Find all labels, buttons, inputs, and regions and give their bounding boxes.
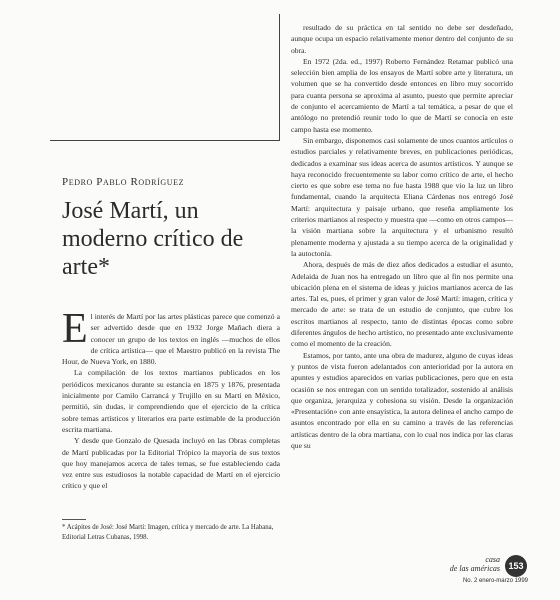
paragraph-text: l interés de Martí por las artes plásticas parece que comenzó a ser advertido desde que en 1932 Jorge Mañach diera a conocer un grupo de los textos en inglés —muchos de ellos de crítica artística— que el Maestro publicó en la revista The Hour, de Nueva York, en 1880. [62,312,280,367]
right-column [291,22,513,451]
logo-line2: de las américas [449,564,500,573]
paragraph [62,306,280,367]
horizontal-rule [50,140,280,141]
page-number-badge: 153 [505,555,527,577]
paragraph: Y desde que Gonzalo de Quesada incluyó en las Obras completas de Martí publicadas por la Editorial Trópico la mayoría de sus textos que hoy manejamos acerca de tales temas, se fue estableciendo cada vez entre sus estudiosos la notable capacidad de Martí en el ejercicio crítico y que el [62,436,280,491]
footnote: * Acápites de José: José Martí: Imagen, crítica y mercado de arte. La Habana, Editorial Letras Cubanas, 1998. [62,524,274,541]
paragraph: Sin embargo, disponemos casi solamente de unos cuantos artículos o estudios parciales y relativamente breves, en publicaciones periódicas, dedicados a examinar sus ideas acerca de asuntos artísticos. Y aunque se haya reconocido frecuentemente su labor como crítico de arte, el hecho cierto es que sobre ese tema no fue hasta 1988 que vio la luz un libro fundamental, cuando la arquitecta Eliana Cárdenas nos entregó José Martí: arquitectura y paisaje urbano, que reseña ampliamente los criterios martianos al respecto y muestra que —como en otros campos— la visión martiana sobre la arquitectura y el urbanismo resultó plenamente moderna y ajustada a su tiempo acerca de la originalidad y la autoctonía. [291,135,513,258]
left-column [62,306,280,492]
paragraph: La compilación de los textos martianos publicados en los periódicos mexicanos durante su estancia en 1875 y 1876, presentada inicialmente por Camilo Carrancá y Trujillo en su Martí en México, permitió, sin dudas, ir comprendiendo que el ejercicio de la crítica sobre temas artísticos y literarios era parte estimable de la producción escrita martiana. [62,368,280,434]
vertical-rule [279,14,280,140]
footnote-rule [62,519,86,520]
article-title: José Martí, un moderno crítico de arte* [62,198,244,280]
paragraph: En 1972 (2da. ed., 1997) Roberto Fernández Retamar publicó una selección bien amplia de los ensayos de Martí sobre arte y literatura, un volumen que se ha convertido desde entonces en libro muy socorrido para cuanta persona se aproxima al asunto, puesto que permite apreciar de conjunto el acercamiento de Martí a tal temática, a pesar de que el antólogo no pretendió reunir todo lo que de Martí se conocía en este campo hasta ese momento. [291,56,513,134]
logo-line1: casa [485,555,500,564]
paragraph: resultado de su práctica en tal sentido no debe ser desdeñado, aunque ocupa un espacio relativamente menor dentro del conjunto de su obra. [291,23,513,55]
paragraph: Estamos, por tanto, ante una obra de madurez, alguno de cuyas ideas y puntos de vista fueron adelantados con anterioridad por la autora en apuntes y estudios aparecidos en varias publicaciones, pero que en esta ocasión se nos entregan con un sentido totalizador, sostenido al análisis que organiza, jerarquiza y cohesiona su visión. Desde la organización «Presentación» con ante ensayística, la autora delinea el ancho campo de asuntos encontrado por ella en su camino a través de las referencias artísticas dentro de la obra martiana, con lo cual nos indica por las claras que su [291,350,513,450]
magazine-logo [420,555,500,573]
author-name: Pedro Pablo Rodríguez [62,176,185,188]
drop-cap: E [62,306,88,352]
issue-info: No. 2 enero-marzo 1999 [462,578,528,584]
paragraph: Ahora, después de más de diez años dedicados a estudiar el asunto, Adelaida de Juan nos ha entregado un libro que al fin nos permite una ubicación plena en el sistema de ideas y juicios martianos acerca de las artes. Tal es, pues, el primer y gran valor de José Martí: imagen, crítica y mercado de arte: se trata de un estudio de conjunto, que cubre los escritos martianos al respecto, tanto de distintas épocas como sobre diferentes ángulos de hecho artístico, no presentado ante exclusivamente como el momento de la creación. [291,260,513,349]
